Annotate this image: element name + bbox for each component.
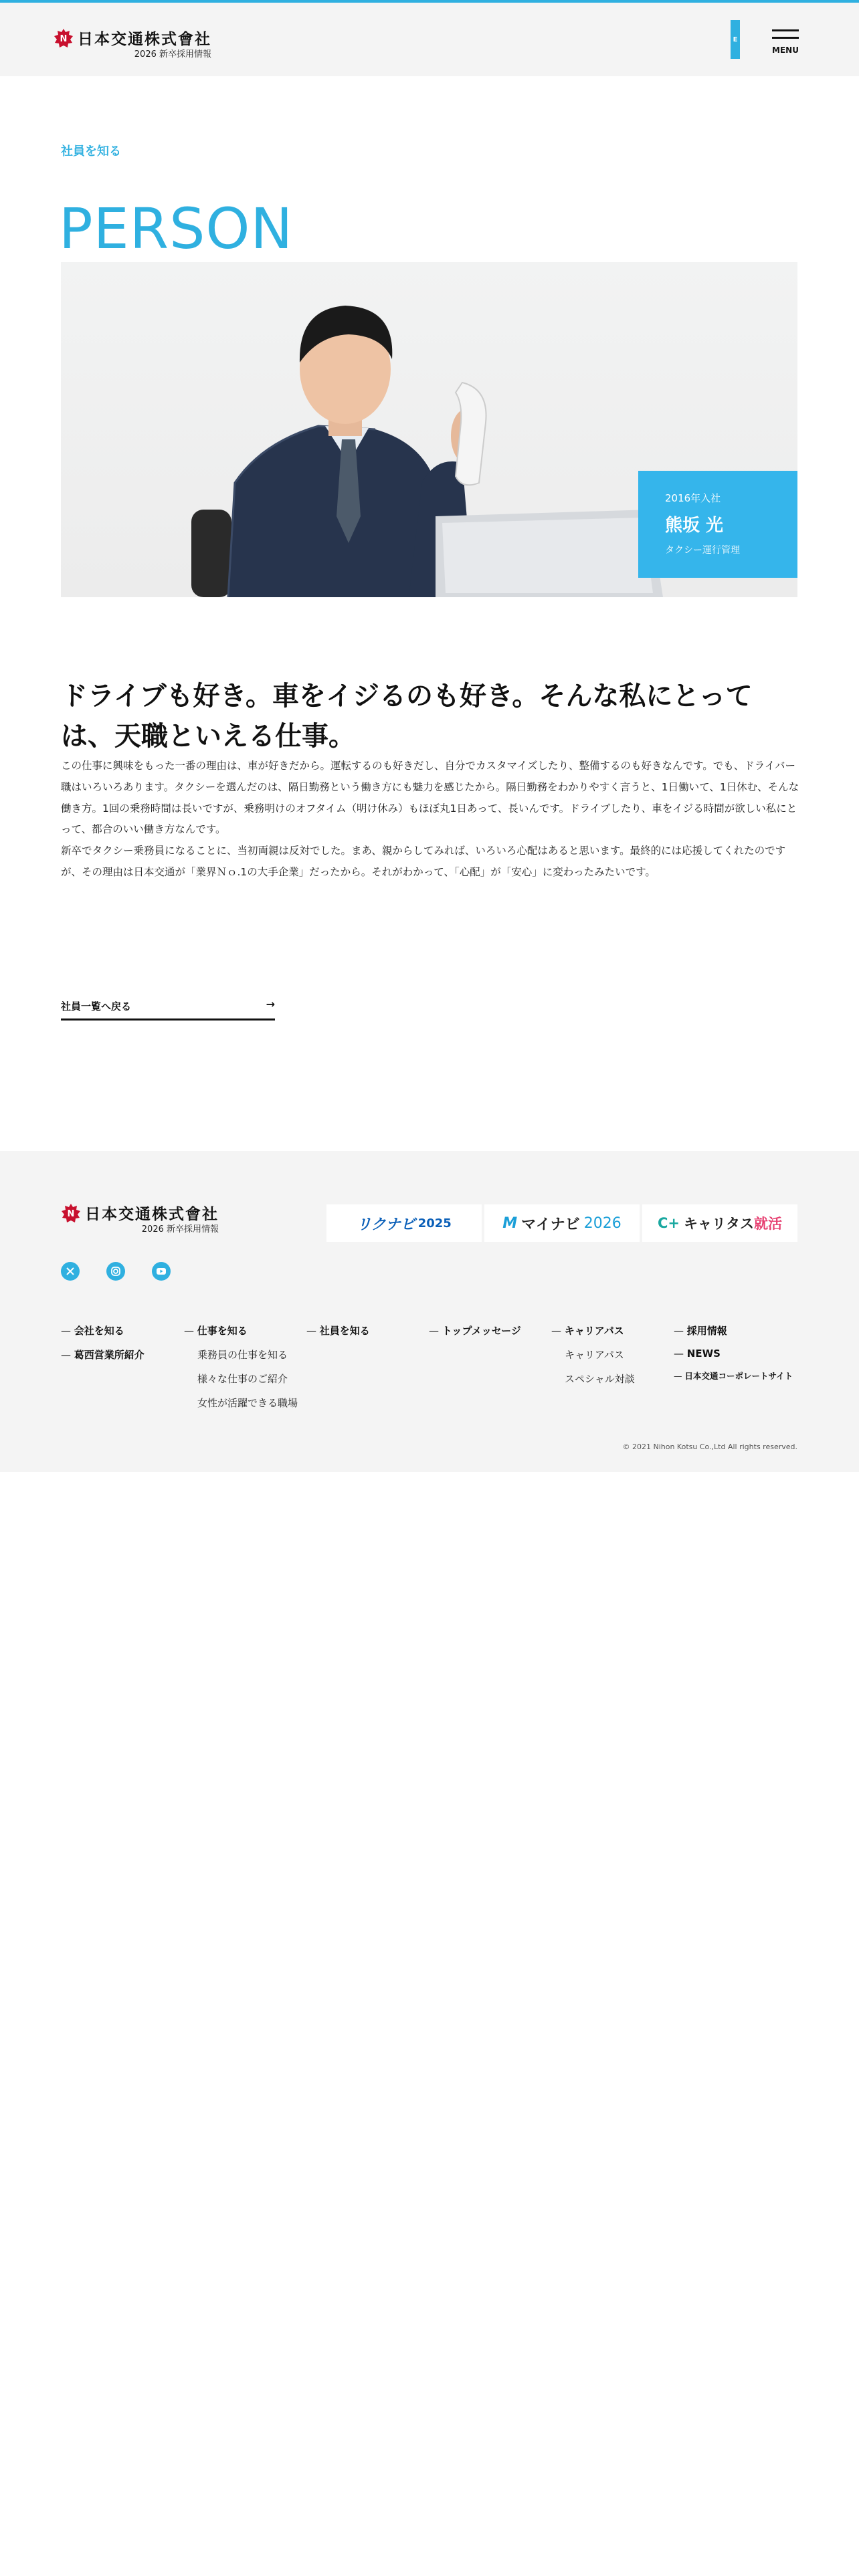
- logo-subtitle: 2026 新卒採用情報: [134, 49, 211, 60]
- mynavi-year: 2026: [583, 1214, 622, 1232]
- rikunabi-label: リクナビ: [357, 1216, 415, 1233]
- footer-link-company[interactable]: — 会社を知る: [61, 1323, 145, 1337]
- site-footer: [0, 1151, 859, 1472]
- svg-text:N: N: [67, 1208, 75, 1219]
- footer-nav-column: [306, 1323, 370, 1348]
- rikunabi-year: 2025: [417, 1216, 452, 1230]
- profile-role: タクシー運行管理: [665, 545, 740, 556]
- site-logo[interactable]: [54, 27, 211, 60]
- instagram-icon[interactable]: [106, 1262, 125, 1281]
- careertasu-mark: C+: [657, 1215, 680, 1231]
- page-title: PERSON: [59, 196, 294, 262]
- site-header: [0, 3, 859, 76]
- careertasu-job-label: 就活: [754, 1216, 782, 1232]
- article-body: [61, 756, 800, 883]
- footer-link-recruit[interactable]: — 採用情報: [674, 1323, 793, 1337]
- footer-sublink[interactable]: キャリアパス: [565, 1349, 624, 1361]
- social-links: [61, 1262, 171, 1281]
- footer-logo-subtitle: 2026 新卒採用情報: [141, 1224, 219, 1235]
- footer-link-work[interactable]: — 仕事を知る: [184, 1323, 298, 1337]
- footer-logo-text: 日本交通株式會社: [85, 1206, 219, 1223]
- arrow-right-icon: →: [266, 998, 275, 1010]
- article-paragraph: この仕事に興味をもった一番の理由は、車が好きだから。運転するのも好きだし、自分でカスタマイズしたり、整備するのも好きなんです。でも、ドライバー職はいろいろあります。タクシーを選んだのは、隔日勤務という働き方にも魅力を感じたから。隔日勤務をわかりやすく言うと、1日働いて、1日休む、そんな働き方。1回の乗務時間は長いですが、乗務明けのオフタイム（明け休み）もほぼ丸1日あって、長いんです。ドライブしたり、車をイジる時間が欲しい私にとって、都合のいい働き方なんです。: [61, 760, 799, 836]
- article-headline: ドライブも好き。車をイジるのも好き。そんな私にとっては、天職といえる仕事。: [61, 681, 753, 752]
- back-link-label: 社員一覧へ戻る: [61, 1000, 132, 1012]
- footer-sublink[interactable]: 様々な仕事のご紹介: [197, 1373, 288, 1385]
- footer-nav-column: [184, 1323, 298, 1420]
- menu-label: MENU: [772, 45, 799, 55]
- careertasu-banner[interactable]: [642, 1204, 797, 1242]
- footer-link-kasai-office[interactable]: — 葛西営業所紹介: [61, 1348, 145, 1362]
- footer-link-career-path[interactable]: — キャリアパス: [551, 1323, 635, 1337]
- footer-link-news[interactable]: — NEWS: [674, 1348, 793, 1360]
- copyright: © 2021 Nihon Kotsu Co.,Ltd All rights reserved.: [622, 1442, 797, 1451]
- mynavi-banner[interactable]: [484, 1204, 640, 1242]
- footer-link-top-message[interactable]: — トップメッセージ: [429, 1323, 521, 1337]
- hamburger-icon: [772, 29, 799, 31]
- footer-link-people[interactable]: — 社員を知る: [306, 1323, 370, 1337]
- footer-nav-column: [429, 1323, 521, 1348]
- section-eyebrow: 社員を知る: [61, 144, 121, 158]
- footer-sublink[interactable]: スペシャル対談: [565, 1373, 635, 1385]
- footer-link-corporate-site[interactable]: — 日本交通コーポレートサイト: [674, 1370, 793, 1382]
- company-emblem-icon: [54, 28, 74, 48]
- mynavi-label: マイナビ: [521, 1216, 580, 1233]
- profile-card: [638, 471, 797, 578]
- hamburger-bar: [772, 37, 799, 39]
- svg-text:N: N: [60, 33, 68, 44]
- language-toggle-button[interactable]: E: [731, 20, 740, 59]
- footer-sublink[interactable]: 女性が活躍できる職場: [197, 1397, 298, 1409]
- rikunabi-banner[interactable]: [326, 1204, 482, 1242]
- footer-nav-column: [551, 1323, 635, 1396]
- hero-photo: [61, 262, 797, 597]
- profile-join-year: 2016年入社: [665, 492, 721, 504]
- job-site-banners: [326, 1204, 797, 1242]
- footer-logo[interactable]: [61, 1202, 219, 1235]
- youtube-icon[interactable]: [152, 1262, 171, 1281]
- article-paragraph: 新卒でタクシー乗務員になることに、当初両親は反対でした。まあ、親からしてみれば、いろいろ心配はあると思います。最終的には応援してくれたのですが、その理由は日本交通が「業界Ｎｏ.1の大手企業」だったから。それがわかって、「心配」が「安心」に変わったみたいです。: [61, 845, 786, 878]
- careertasu-label: キャリタス: [684, 1216, 754, 1232]
- footer-nav-column: [61, 1323, 145, 1372]
- back-to-employee-list-link[interactable]: [61, 998, 275, 1021]
- footer-nav-column: [674, 1323, 793, 1392]
- profile-name: 熊坂 光: [665, 516, 724, 536]
- logo-text: 日本交通株式會社: [78, 31, 211, 48]
- footer-sublink[interactable]: 乗務員の仕事を知る: [197, 1349, 288, 1361]
- menu-button[interactable]: [771, 28, 800, 55]
- company-emblem-icon: [61, 1203, 81, 1223]
- x-icon[interactable]: [61, 1262, 80, 1281]
- mynavi-logo-icon: M: [502, 1214, 518, 1232]
